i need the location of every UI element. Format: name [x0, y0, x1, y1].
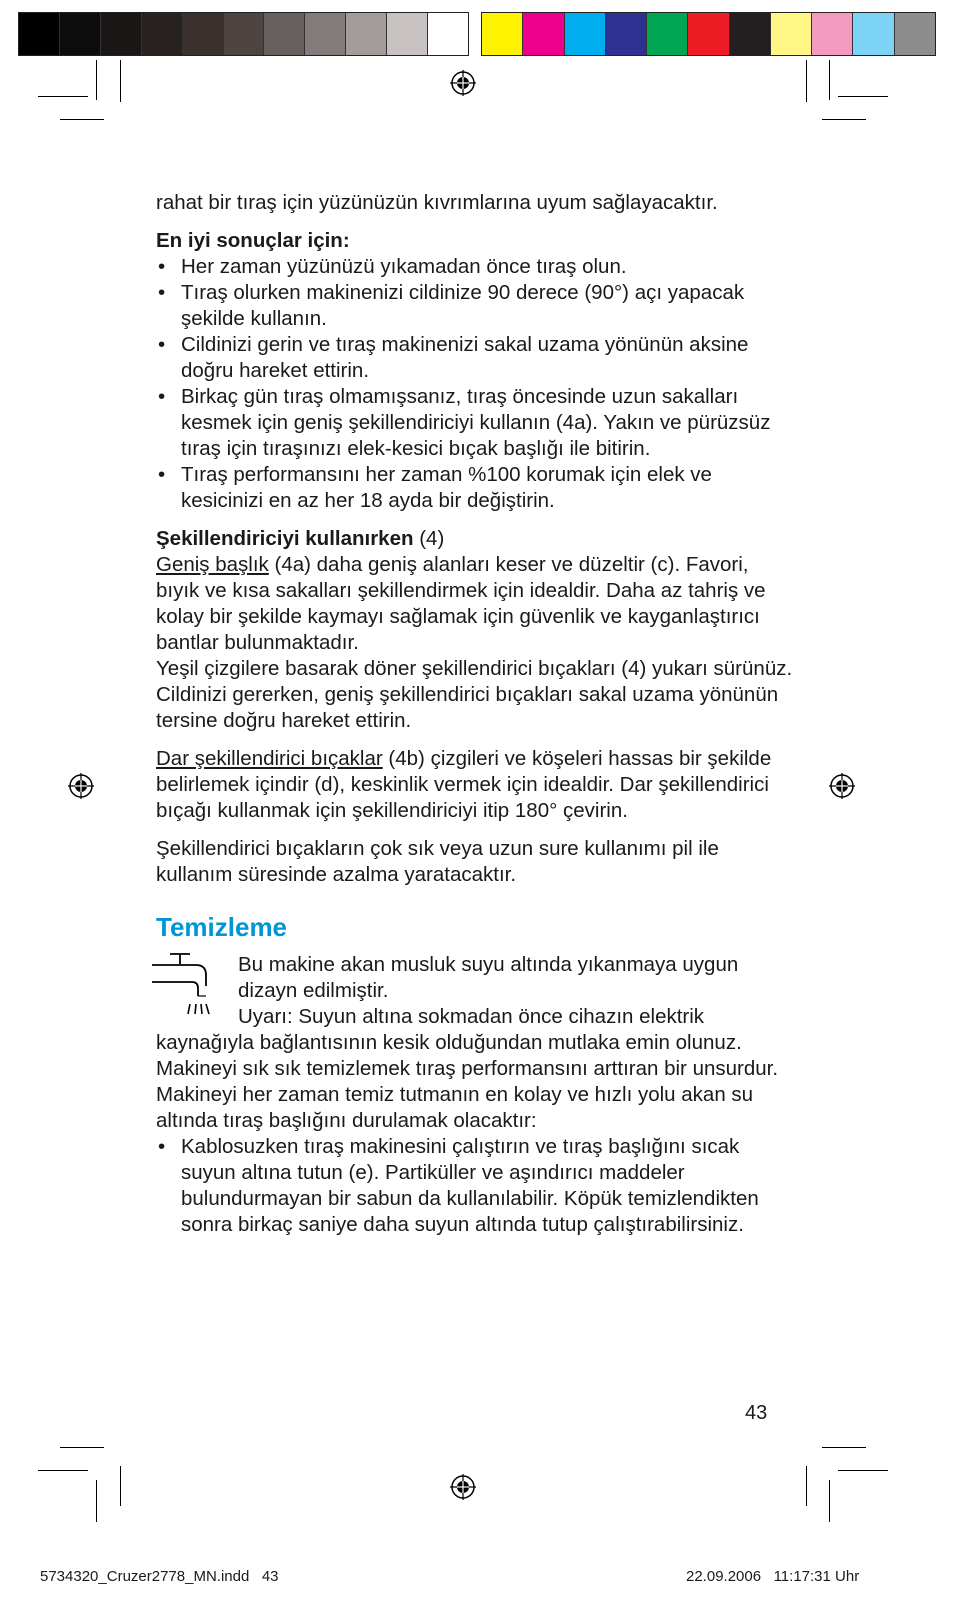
color-swatch	[895, 13, 935, 55]
color-swatch	[730, 13, 771, 55]
warning-paragraph: Uyarı: Suyun altına sokmadan önce cihazın elektrik kaynağıyla bağlantısının kesik olduğundan mutlaka emin olunuz. Makineyi sık sık temizlemek tıraş performansını arttıran bir unsurdur. Makineyi her zaman temiz tutmanın en kolay ve hızlı yolu akan su altında tıraş başlığını durulamak olacaktır:	[156, 1005, 779, 1132]
crop-mark	[120, 1466, 121, 1506]
crop-mark	[829, 1480, 830, 1522]
warning-first-line	[156, 1004, 796, 1030]
color-swatch	[305, 13, 346, 55]
registration-mark-icon	[450, 1474, 476, 1500]
color-swatch	[771, 13, 812, 55]
list-item: • Kablosuzken tıraş makinesini çalıştırın ve tıraş başlığını sıcak suyun altına tutun (e). Partiküller ve aşındırıcı maddeler bulundurmayan bir sabun da kullanılabilir. Köpük temizlendikten sonra birkaç saniye daha suyun altında tutup çalıştırabilirsiniz.	[156, 1134, 796, 1238]
color-swatch	[523, 13, 564, 55]
list-item: • Cildinizi gerin ve tıraş makinenizi sakal uzama yönünün aksine doğru hareket ettirin.	[156, 332, 796, 384]
color-swatch	[264, 13, 305, 55]
color-swatch	[60, 13, 101, 55]
color-swatch	[183, 13, 224, 55]
color-swatch	[606, 13, 647, 55]
color-swatch	[224, 13, 265, 55]
list-item: • Her zaman yüzünüzü yıkamadan önce tıraş olun.	[156, 254, 796, 280]
crop-mark	[120, 60, 121, 102]
best-results-title: En iyi sonuçlar için:	[156, 229, 350, 252]
footer-timestamp-text: 22.09.2006 11:17:31 Uhr	[686, 1568, 860, 1585]
grayscale-color-bar	[18, 12, 469, 56]
narrow-blade-label: Dar şekillendirici bıçaklar	[156, 747, 383, 770]
cleaning-heading: Temizleme	[156, 912, 288, 942]
narrow-blade-text: (4b) çizgileri ve köşeleri hassas bir şekilde belirlemek içindir (d), keskinlik vermek için idealdir. Dar şekillendirici bıçağı kullanmak için şekillendiriciyi itip 180° çevirin.	[156, 747, 772, 822]
crop-mark	[838, 1470, 888, 1471]
color-swatch	[812, 13, 853, 55]
color-swatch	[428, 13, 468, 55]
list-item: • Tıraş olurken makinenizi cildinize 90 derece (90°) açı yapacak şekilde kullanın.	[156, 280, 796, 332]
battery-paragraph: Şekillendirici bıçakların çok sık veya uzun sure kullanımı pil ile kullanım süresinde azalma yaratacaktır.	[156, 837, 719, 886]
water-tap-icon	[152, 952, 212, 1022]
crop-mark	[822, 1447, 866, 1448]
color-swatch	[101, 13, 142, 55]
color-swatch	[647, 13, 688, 55]
best-results-list	[156, 254, 796, 514]
crop-mark	[806, 1466, 807, 1506]
crop-mark	[60, 1447, 104, 1448]
footer-file-name	[40, 1568, 279, 1585]
color-swatch	[346, 13, 387, 55]
page-number: 43	[745, 1402, 768, 1424]
page-content	[156, 190, 796, 1238]
crop-mark	[60, 119, 104, 120]
cleaning-list	[156, 1134, 796, 1238]
intro-paragraph: rahat bir tıraş için yüzünüzün kıvrımlarına uyum sağlayacaktır.	[156, 191, 718, 214]
push-paragraph: Yeşil çizgilere basarak döner şekillendirici bıçakları (4) yukarı sürünüz.	[156, 657, 793, 680]
skin-paragraph: Cildinizi gererken, geniş şekillendirici bıçakları sakal uzama yönünün tersine doğru hareket ettirin.	[156, 683, 779, 732]
shaper-title-ref: (4)	[413, 527, 445, 550]
wide-head-paragraph	[156, 552, 796, 656]
wide-head-text: (4a) daha geniş alanları keser ve düzeltir (c). Favori, bıyık ve kısa sakalları şekillendirmek için idealdir. Daha az tahriş ve kolay bir şekilde kaymayı sağlamak için güvenlik ve kayganlaştırıcı bantlar bulunmaktadır.	[156, 553, 766, 654]
color-swatch	[853, 13, 894, 55]
tap-paragraph: Bu makine akan musluk suyu altında yıkanmaya uygun dizayn edilmiştir.	[238, 953, 739, 1002]
crop-mark	[96, 60, 97, 100]
crop-mark	[838, 96, 888, 97]
footer-file-text: 5734320_Cruzer2778_MN.indd 43	[40, 1568, 279, 1585]
registration-mark-icon	[68, 773, 94, 799]
process-color-bar	[481, 12, 936, 56]
narrow-blade-paragraph	[156, 746, 796, 824]
crop-mark	[806, 60, 807, 102]
color-swatch	[19, 13, 60, 55]
color-swatch	[688, 13, 729, 55]
list-item: • Birkaç gün tıraş olmamışsanız, tıraş öncesinde uzun sakalları kesmek için geniş şekillendiriciyi kullanın (4a). Yakın ve pürüzsüz tıraş için tıraşınızı elek-kesici bıçak başlığı ile bitirin.	[156, 384, 796, 462]
color-swatch	[387, 13, 428, 55]
registration-mark-icon	[829, 773, 855, 799]
crop-mark	[822, 119, 866, 120]
crop-mark	[829, 60, 830, 100]
crop-mark	[38, 1470, 88, 1471]
color-swatch	[565, 13, 606, 55]
list-item: • Tıraş performansını her zaman %100 korumak için elek ve kesicinizi en az her 18 ayda bir değiştirin.	[156, 462, 796, 514]
shaper-title-text: Şekillendiriciyi kullanırken	[156, 527, 414, 550]
registration-mark-icon	[450, 70, 476, 96]
color-swatch	[142, 13, 183, 55]
crop-mark	[96, 1480, 97, 1522]
color-swatch	[482, 13, 523, 55]
wide-head-label: Geniş başlık	[156, 553, 269, 576]
footer-timestamp	[686, 1568, 859, 1585]
crop-mark	[38, 96, 88, 97]
tap-block	[156, 952, 796, 1030]
shaper-title	[156, 526, 796, 552]
